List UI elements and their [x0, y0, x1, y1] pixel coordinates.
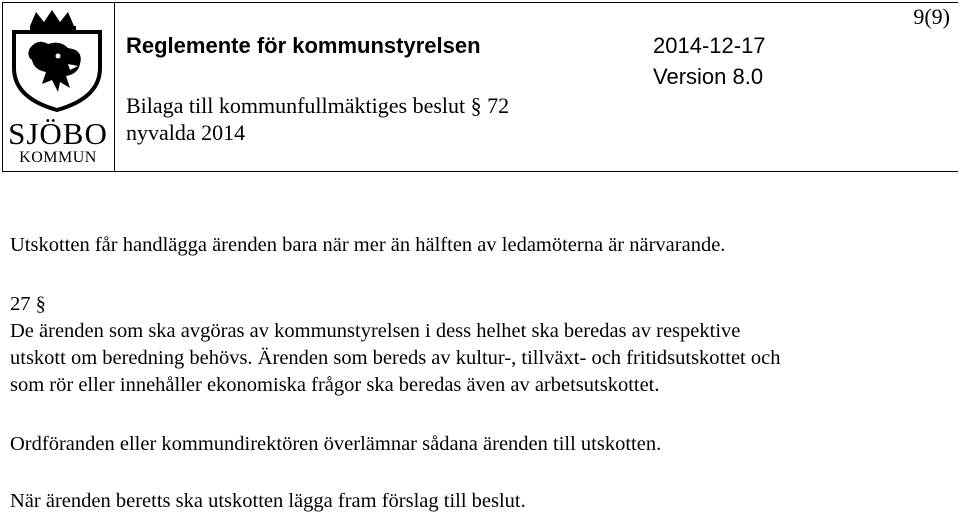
logo-subname: KOMMUN	[19, 149, 97, 166]
subtitle-line-2: nyvalda 2014	[126, 120, 246, 145]
paragraph-line: som rör eller innehåller ekonomiska frågor ska beredas även av arbetsutskottet.	[10, 374, 660, 396]
subtitle-line-1: Bilaga till kommunfullmäktiges beslut § 72	[126, 93, 510, 118]
header-top-border	[2, 2, 958, 3]
document-title: Reglemente för kommunstyrelsen	[126, 33, 481, 58]
paragraph-line: De ärenden som ska avgöras av kommunstyrelsen i dess helhet ska beredas av respektive	[10, 320, 741, 342]
logo-name: SJÖBO	[8, 116, 108, 151]
municipality-logo	[2, 2, 115, 172]
document-version: Version 8.0	[653, 64, 764, 89]
paragraph-quorum: Utskotten får handlägga ärenden bara när mer än hälften av ledamöterna är närvarande.	[10, 234, 726, 256]
coat-of-arms-icon	[8, 6, 106, 112]
section-heading: 27 §	[10, 293, 46, 315]
document-header	[0, 0, 960, 172]
paragraph-line: utskott om beredning behövs. Ärenden som bereds av kultur-, tillväxt- och fritidsutskottet och	[10, 347, 781, 369]
page-number: 9(9)	[913, 4, 950, 29]
paragraph-chair: Ordföranden eller kommundirektören överlämnar sådana ärenden till utskotten.	[10, 433, 662, 455]
paragraph-proposal: När ärenden beretts ska utskotten lägga fram förslag till beslut.	[10, 490, 526, 512]
document-date: 2014-12-17	[653, 33, 766, 58]
header-bottom-border	[2, 171, 958, 172]
